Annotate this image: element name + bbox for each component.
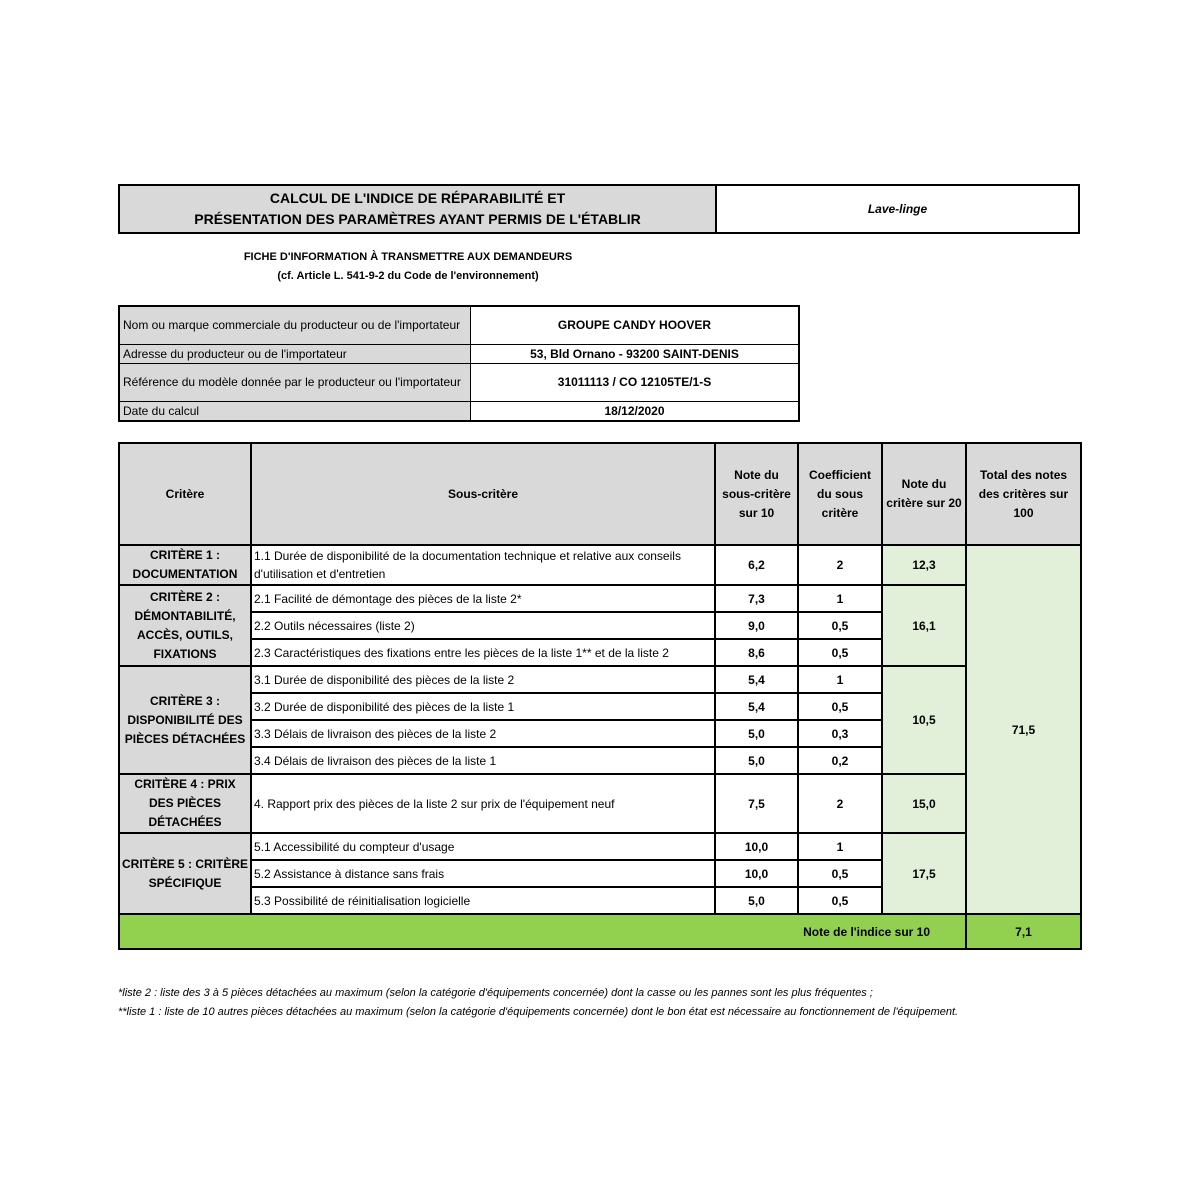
criterion-name: CRITÈRE 3 : DISPONIBILITÉ DES PIÈCES DÉTACHÉES xyxy=(119,666,251,774)
product-type: Lave-linge xyxy=(716,185,1079,233)
sub-criterion-score: 10,0 xyxy=(715,860,798,887)
sub-criterion-coefficient: 0,3 xyxy=(798,720,882,747)
sub-criterion-coefficient: 0,5 xyxy=(798,693,882,720)
document-title xyxy=(119,185,716,233)
sub-criterion-coefficient: 1 xyxy=(798,833,882,860)
criterion-score: 15,0 xyxy=(882,774,966,833)
producer-info-table xyxy=(118,305,800,422)
sub-criterion-coefficient: 0,2 xyxy=(798,747,882,774)
info-row xyxy=(119,306,799,344)
criterion-score: 10,5 xyxy=(882,666,966,774)
info-label: Adresse du producteur ou de l'importateur xyxy=(119,344,471,363)
sub-criterion-label: 2.2 Outils nécessaires (liste 2) xyxy=(251,612,715,639)
document-header xyxy=(118,184,1080,234)
header-sous-critere: Sous-critère xyxy=(251,443,715,545)
sub-criterion-label: 5.2 Assistance à distance sans frais xyxy=(251,860,715,887)
sub-criterion-score: 10,0 xyxy=(715,833,798,860)
sub-criterion-score: 5,0 xyxy=(715,747,798,774)
info-label: Nom ou marque commerciale du producteur ou de l'importateur xyxy=(119,306,471,344)
scoring-table xyxy=(118,442,1082,950)
sub-criterion-score: 5,4 xyxy=(715,693,798,720)
sub-criterion-coefficient: 0,5 xyxy=(798,639,882,666)
sub-criterion-coefficient: 0,5 xyxy=(798,887,882,914)
sub-criterion-label: 2.3 Caractéristiques des fixations entre les pièces de la liste 1** et de la liste 2 xyxy=(251,639,715,666)
sub-criterion-label: 2.1 Facilité de démontage des pièces de la liste 2* xyxy=(251,585,715,612)
info-value: 18/12/2020 xyxy=(471,401,800,421)
final-score-value: 7,1 xyxy=(966,914,1081,949)
sub-criterion-coefficient: 2 xyxy=(798,545,882,585)
sub-criterion-score: 6,2 xyxy=(715,545,798,585)
title-line-2: PRÉSENTATION DES PARAMÈTRES AYANT PERMIS DE L'ÉTABLIR xyxy=(194,211,641,227)
info-row xyxy=(119,363,799,401)
subtitle-line-2: (cf. Article L. 541-9-2 du Code de l'environnement) xyxy=(277,270,539,282)
sub-criterion-coefficient: 1 xyxy=(798,666,882,693)
sub-criterion-coefficient: 0,5 xyxy=(798,612,882,639)
header-total: Total des notes des critères sur 100 xyxy=(966,443,1081,545)
sub-criterion-label: 1.1 Durée de disponibilité de la documentation technique et relative aux conseils d'utilisation et d'entretien xyxy=(251,545,715,585)
sub-criterion-label: 5.1 Accessibilité du compteur d'usage xyxy=(251,833,715,860)
table-row xyxy=(119,666,1081,693)
sub-criterion-score: 5,0 xyxy=(715,720,798,747)
footnote-liste-1: **liste 1 : liste de 10 autres pièces détachées au maximum (selon la catégorie d'équipements concernée) dont le bon état est nécessaire au fonctionnement de l'équipement. xyxy=(118,1006,959,1018)
criterion-score: 12,3 xyxy=(882,545,966,585)
table-row xyxy=(119,545,1081,585)
criterion-name: CRITÈRE 5 : CRITÈRE SPÉCIFIQUE xyxy=(119,833,251,914)
info-value: 31011113 / CO 12105TE/1-S xyxy=(471,363,800,401)
sub-criterion-label: 5.3 Possibilité de réinitialisation logicielle xyxy=(251,887,715,914)
info-label: Date du calcul xyxy=(119,401,471,421)
final-score-label: Note de l'indice sur 10 xyxy=(119,914,966,949)
sub-criterion-score: 5,0 xyxy=(715,887,798,914)
table-header-row xyxy=(119,443,1081,545)
sub-criterion-score: 7,3 xyxy=(715,585,798,612)
table-row xyxy=(119,585,1081,612)
final-score-row xyxy=(119,914,1081,949)
sub-criterion-coefficient: 0,5 xyxy=(798,860,882,887)
footnote-liste-2: *liste 2 : liste des 3 à 5 pièces détachées au maximum (selon la catégorie d'équipements concernée) dont la casse ou les pannes sont les plus fréquentes ; xyxy=(118,987,873,999)
header-note-critere: Note du critère sur 20 xyxy=(882,443,966,545)
info-row xyxy=(119,401,799,421)
header-note-sous-critere: Note du sous-critère sur 10 xyxy=(715,443,798,545)
header-critere: Critère xyxy=(119,443,251,545)
sub-criterion-score: 7,5 xyxy=(715,774,798,833)
title-line-1: CALCUL DE L'INDICE DE RÉPARABILITÉ ET xyxy=(269,190,566,206)
criterion-score: 17,5 xyxy=(882,833,966,914)
info-label: Référence du modèle donnée par le producteur ou l'importateur xyxy=(119,363,471,401)
sub-criterion-label: 3.4 Délais de livraison des pièces de la liste 1 xyxy=(251,747,715,774)
sub-criterion-coefficient: 2 xyxy=(798,774,882,833)
criterion-name: CRITÈRE 1 : DOCUMENTATION xyxy=(119,545,251,585)
sub-criterion-score: 5,4 xyxy=(715,666,798,693)
criterion-score: 16,1 xyxy=(882,585,966,666)
sub-criterion-score: 8,6 xyxy=(715,639,798,666)
sub-criterion-label: 3.3 Délais de livraison des pièces de la liste 2 xyxy=(251,720,715,747)
table-row xyxy=(119,833,1081,860)
sub-criterion-coefficient: 1 xyxy=(798,585,882,612)
header-coefficient: Coefficient du sous critère xyxy=(798,443,882,545)
total-score: 71,5 xyxy=(966,545,1081,914)
footnotes xyxy=(118,984,1058,1022)
sub-criterion-label: 3.1 Durée de disponibilité des pièces de la liste 2 xyxy=(251,666,715,693)
criterion-name: CRITÈRE 2 : DÉMONTABILITÉ, ACCÈS, OUTILS, FIXATIONS xyxy=(119,585,251,666)
sub-criterion-score: 9,0 xyxy=(715,612,798,639)
info-value: GROUPE CANDY HOOVER xyxy=(471,306,800,344)
info-row xyxy=(119,344,799,363)
subtitle-line-1: FICHE D'INFORMATION À TRANSMETTRE AUX DEMANDEURS xyxy=(243,251,573,263)
sub-criterion-label: 3.2 Durée de disponibilité des pièces de la liste 1 xyxy=(251,693,715,720)
info-value: 53, Bld Ornano - 93200 SAINT-DENIS xyxy=(471,344,800,363)
sub-criterion-label: 4. Rapport prix des pièces de la liste 2 sur prix de l'équipement neuf xyxy=(251,774,715,833)
criterion-name: CRITÈRE 4 : PRIX DES PIÈCES DÉTACHÉES xyxy=(119,774,251,833)
table-row xyxy=(119,774,1081,833)
